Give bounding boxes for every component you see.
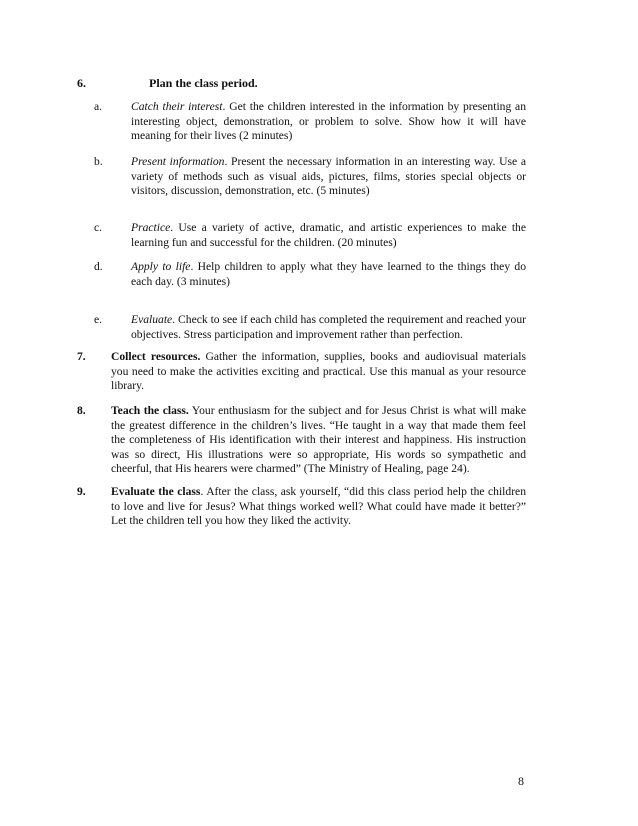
item-title: Plan the class period.	[149, 76, 258, 90]
page-number: 8	[518, 774, 524, 788]
item-number: 6.	[77, 76, 86, 90]
sub-item-letter: c.	[94, 221, 103, 234]
section-8	[77, 404, 526, 477]
sub-item-text	[131, 260, 526, 289]
item-number: 9.	[77, 485, 86, 498]
sub-item-text	[131, 221, 526, 250]
sub-item-term: Practice	[131, 221, 171, 234]
sub-item-text	[131, 155, 526, 199]
sub-item-b	[94, 155, 526, 199]
item-description: Gather the information, supplies, books and audiovisual materials you need to make the activities exciting and practical. Use this manual as your resource library.	[111, 350, 527, 392]
sub-item-letter: d.	[94, 260, 103, 273]
item-text	[111, 404, 526, 477]
sub-item-description: . Check to see if each child has completed the requirement and reached your objectives. Stress participation and improvement rather than perfection.	[131, 313, 526, 341]
sub-item-term: Evaluate	[131, 313, 173, 326]
item-text	[111, 485, 526, 529]
sub-item-description: . Help children to apply what they have learned to the things they do each day. (3 minutes)	[131, 260, 526, 288]
sub-item-text	[131, 100, 526, 144]
sub-item-letter: b.	[94, 155, 103, 168]
item-number: 8.	[77, 404, 86, 417]
item-number: 7.	[77, 350, 86, 363]
sub-item-description: . Use a variety of active, dramatic, and artistic experiences to make the learning fun and successful for the children. (20 minutes)	[131, 221, 526, 249]
section-9	[77, 485, 526, 529]
item-heading: Collect resources.	[111, 350, 201, 363]
item-heading: Teach the class.	[111, 404, 189, 417]
item-heading: Evaluate the class	[111, 485, 201, 498]
sub-item-a	[94, 100, 526, 144]
item-description: Your enthusiasm for the subject and for Jesus Christ is what will make the greatest difference in the children’s lives. “He taught in a way that made them feel the completeness of His identification with their interest and happiness. His instruction was so direct, His illustrations were so appropriate, His words so sympathetic and cheerful, that His hearers were charmed” (The Ministry of Healing, page 24).	[111, 404, 526, 475]
sub-item-c	[94, 221, 526, 250]
sub-item-d	[94, 260, 526, 289]
sub-item-letter: a.	[94, 100, 103, 113]
item-description: . After the class, ask yourself, “did this class period help the children to love and live for Jesus? What things worked well? What could have made it better?” Let the children tell you how they liked the activity.	[111, 485, 526, 527]
sub-item-description: . Get the children interested in the information by presenting an interesting object, demonstration, or problem to solve. Show how it will have meaning for their lives (2 minutes)	[131, 100, 526, 142]
sub-item-term: Present information	[131, 155, 225, 168]
sub-item-term: Catch their interest	[131, 100, 223, 113]
sub-item-description: . Present the necessary information in an interesting way. Use a variety of methods such as visual aids, pictures, films, stories special objects or visitors, discussion, demonstration, etc. (5 minutes)	[131, 155, 527, 197]
sub-item-e	[94, 313, 526, 342]
sub-item-letter: e.	[94, 313, 103, 326]
sub-item-term: Apply to life	[131, 260, 191, 273]
sub-item-text	[131, 313, 526, 342]
section-7	[77, 350, 526, 394]
item-text	[111, 350, 526, 394]
